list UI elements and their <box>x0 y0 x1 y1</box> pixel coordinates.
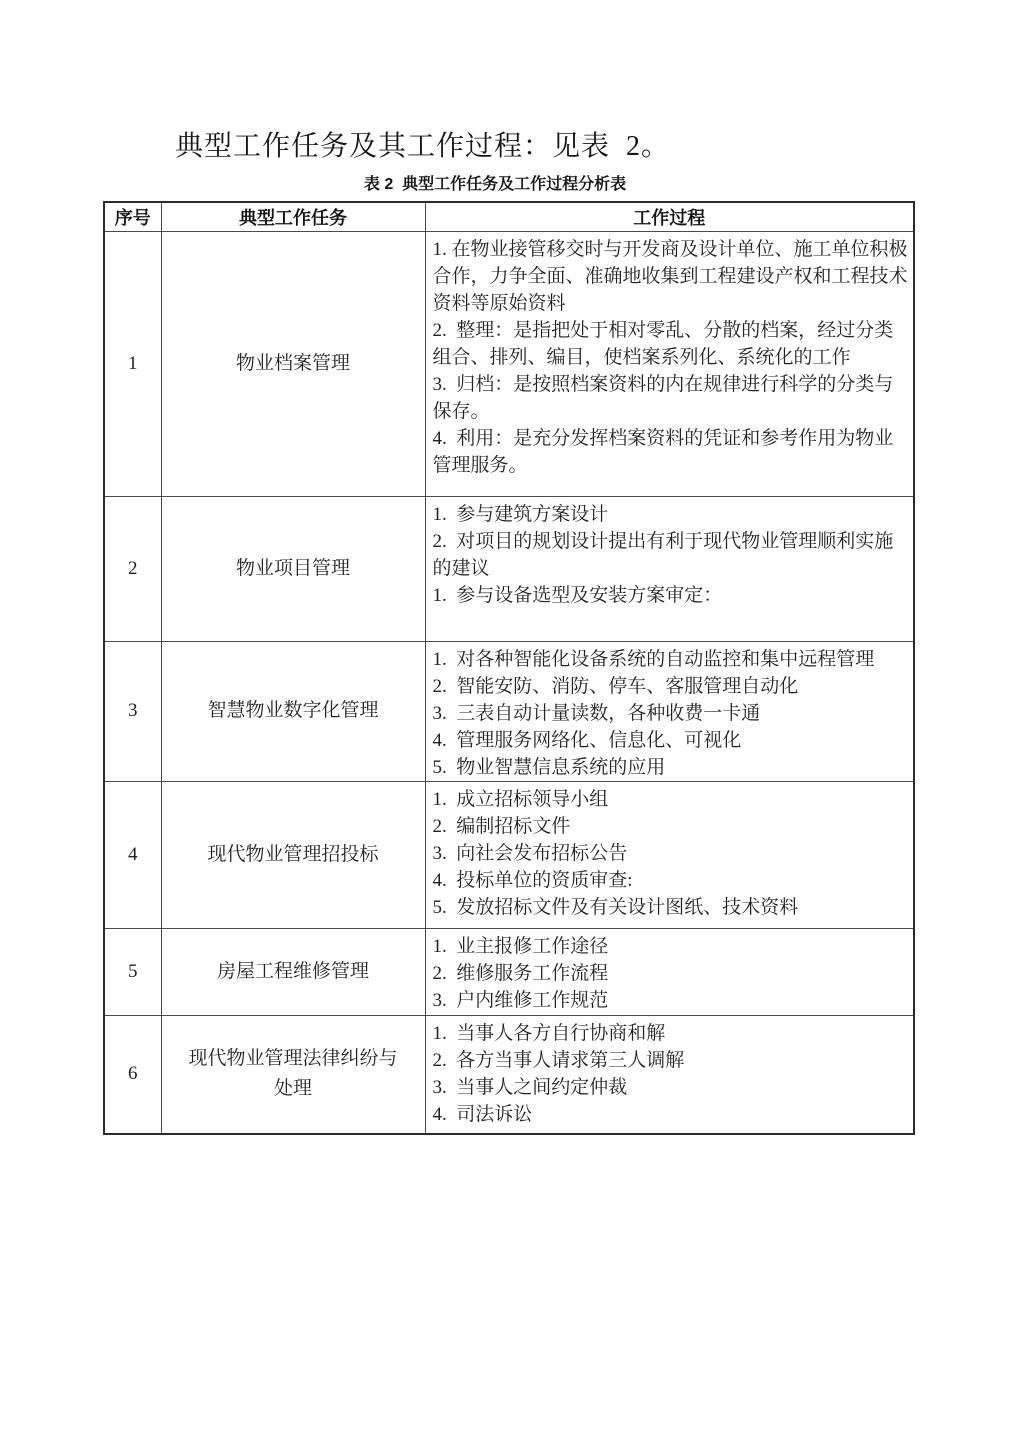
task-cell: 房屋工程维修管理 <box>161 928 425 1015</box>
table-row-4 <box>104 781 914 928</box>
process-cell <box>425 641 914 781</box>
analysis-table <box>103 201 915 1135</box>
page-heading: 典型工作任务及其工作过程：见表 2。 <box>175 131 671 162</box>
row-index-cell: 2 <box>104 496 161 641</box>
table-row-5 <box>104 928 914 1015</box>
process-item: 3. 当事人之间约定仲裁 <box>432 1076 628 1098</box>
table-row-3 <box>104 641 914 781</box>
process-item: 2. 智能安防、消防、停车、客服管理自动化 <box>432 675 799 697</box>
process-item: 2. 维修服务工作流程 <box>432 962 609 984</box>
process-cell <box>425 1015 914 1134</box>
process-cell <box>425 781 914 928</box>
task-cell: 现代物业管理法律纠纷与处理 <box>161 1015 425 1134</box>
row-index-cell: 3 <box>104 641 161 781</box>
table-row-1 <box>104 231 914 496</box>
process-item: 1. 对各种智能化设备系统的自动监控和集中远程管理 <box>432 648 875 670</box>
row-index-cell: 6 <box>104 1015 161 1134</box>
table-title: 表 2 典型工作任务及工作过程分析表 <box>363 176 627 193</box>
table-row-6 <box>104 1015 914 1134</box>
process-item: 1. 参与建筑方案设计 <box>432 503 609 525</box>
process-item: 3. 三表自动计量读数，各种收费一卡通 <box>432 702 761 724</box>
process-cell <box>425 231 914 496</box>
process-item: 2. 各方当事人请求第三人调解 <box>432 1049 685 1071</box>
task-cell: 物业项目管理 <box>161 496 425 641</box>
table-row-2 <box>104 496 914 641</box>
process-item: 4. 利用：是充分发挥档案资料的凭证和参考作用为物业管理服务。 <box>432 427 894 476</box>
process-item: 3. 归档：是按照档案资料的内在规律进行科学的分类与保存。 <box>432 373 894 422</box>
process-item: 4. 投标单位的资质审查: <box>432 869 633 891</box>
process-item: 1. 当事人各方自行协商和解 <box>432 1022 666 1044</box>
process-item: 4. 管理服务网络化、信息化、可视化 <box>432 729 742 751</box>
process-item: 1. 参与设备选型及安装方案审定： <box>432 584 723 606</box>
process-item: 2. 整理：是指把处于相对零乱、分散的档案，经过分类组合、排列、编目，使档案系列化、系统化的工作 <box>432 319 894 368</box>
process-item: 4. 司法诉讼 <box>432 1103 533 1125</box>
process-item: 1. 成立招标领导小组 <box>432 788 609 810</box>
process-item: 3. 户内维修工作规范 <box>432 989 609 1011</box>
process-item: 2. 编制招标文件 <box>432 815 571 837</box>
process-item: 5. 发放招标文件及有关设计图纸、技术资料 <box>432 896 799 918</box>
table-header-row <box>104 202 914 231</box>
process-item: 1. 在物业接管移交时与开发商及设计单位、施工单位积极合作，力争全面、准确地收集到工程建设产权和工程技术资料等原始资料 <box>432 238 908 314</box>
row-index-cell: 1 <box>104 231 161 496</box>
col-header-task: 典型工作任务 <box>161 202 425 231</box>
col-header-process: 工作过程 <box>425 202 914 231</box>
row-index-cell: 4 <box>104 781 161 928</box>
row-index-cell: 5 <box>104 928 161 1015</box>
col-header-index: 序号 <box>104 202 161 231</box>
task-cell: 物业档案管理 <box>161 231 425 496</box>
process-item: 1. 业主报修工作途径 <box>432 935 609 957</box>
task-cell: 现代物业管理招投标 <box>161 781 425 928</box>
process-item: 2. 对项目的规划设计提出有利于现代物业管理顺利实施的建议 <box>432 530 894 579</box>
task-cell: 智慧物业数字化管理 <box>161 641 425 781</box>
process-cell <box>425 928 914 1015</box>
process-cell <box>425 496 914 641</box>
process-item: 5. 物业智慧信息系统的应用 <box>432 756 666 778</box>
process-item: 3. 向社会发布招标公告 <box>432 842 628 864</box>
